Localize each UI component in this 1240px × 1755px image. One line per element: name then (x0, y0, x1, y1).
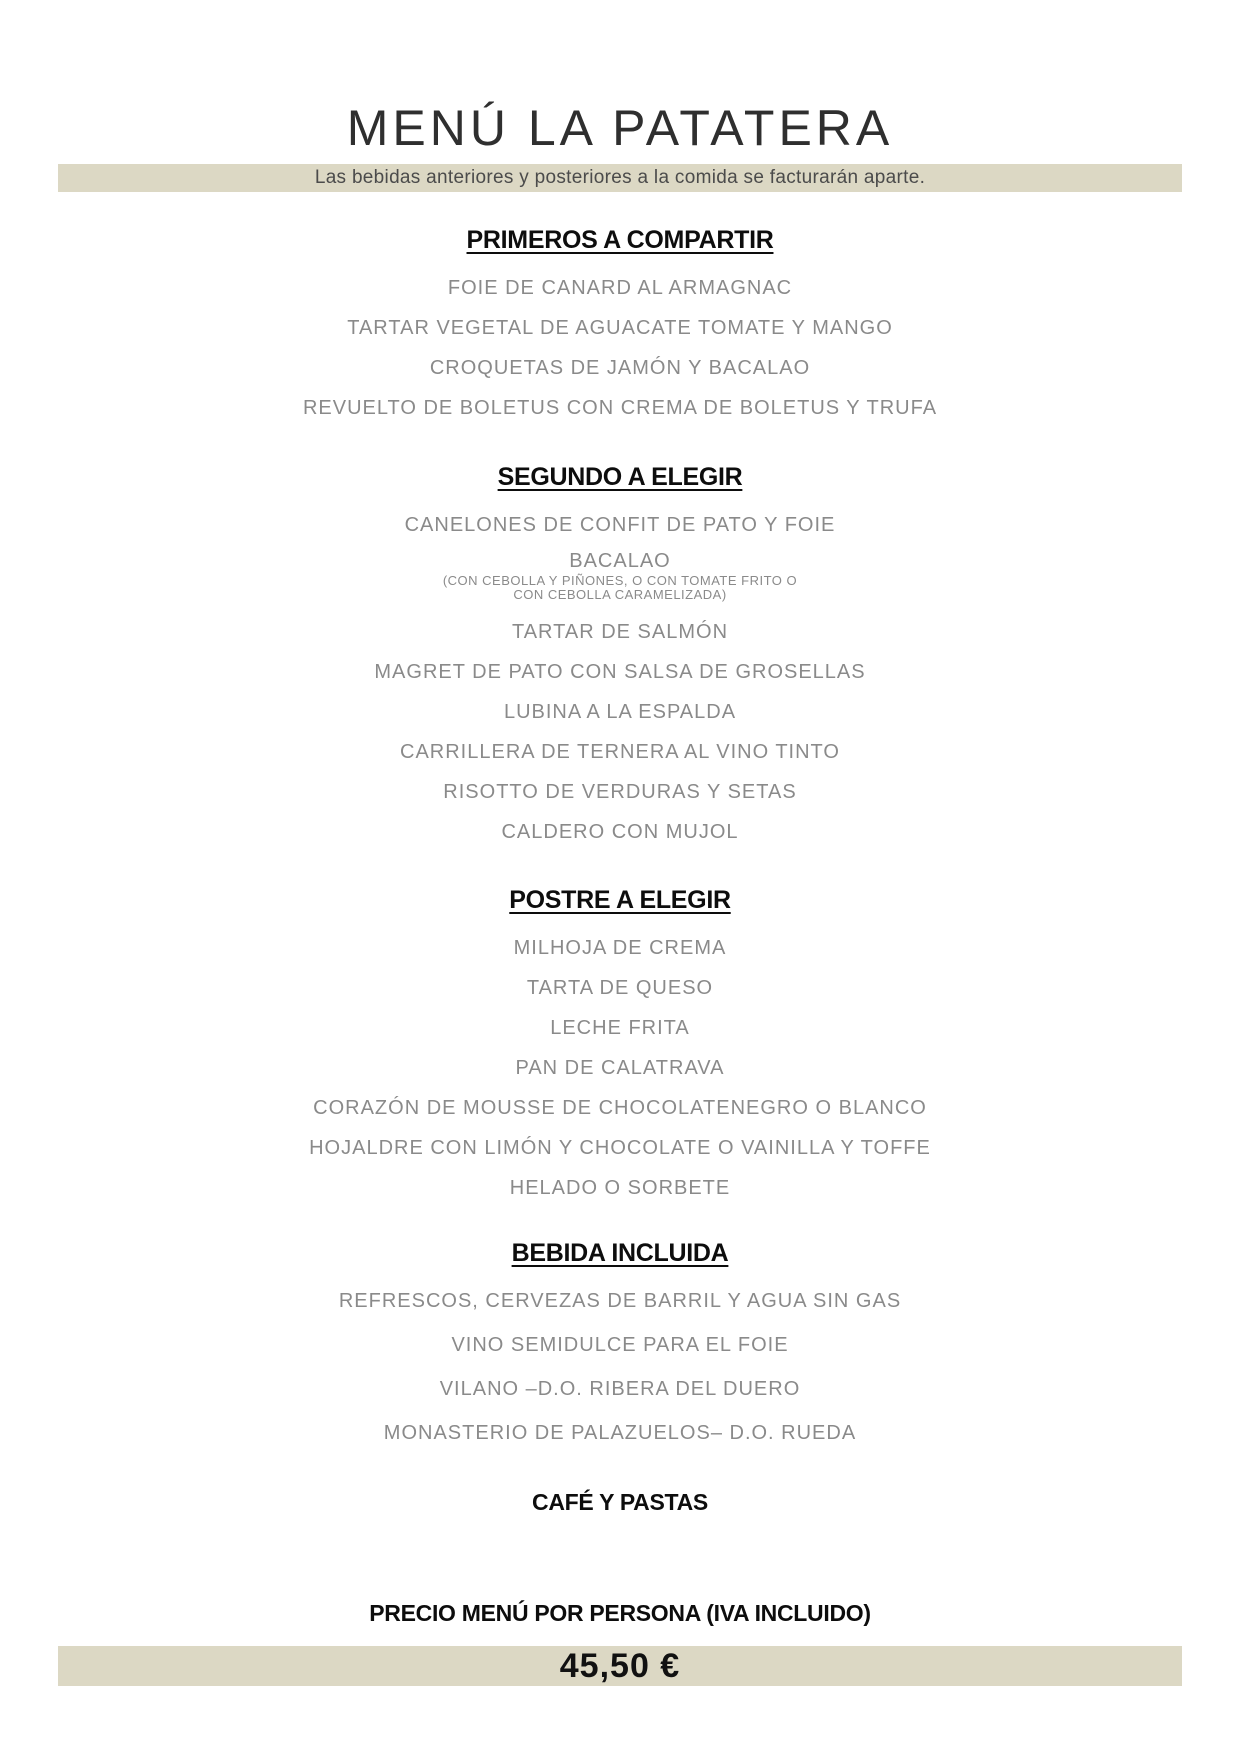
page-title: MENÚ LA PATATERA (346, 99, 894, 156)
section-primeros (0, 225, 1240, 419)
menu-item: TARTA DE QUESO (526, 977, 714, 999)
menu-item: CARRILLERA DE TERNERA AL VINO TINTO (400, 741, 840, 763)
menu-item: VINO SEMIDULCE PARA EL FOIE (451, 1334, 789, 1356)
menu-item: REVUELTO DE BOLETUS CON CREMA DE BOLETUS Y TRUFA (302, 397, 938, 419)
price-bar (58, 1646, 1182, 1686)
bacalao-note-line: (CON CEBOLLA Y PIÑONES, O CON TOMATE FRITO O (442, 573, 798, 588)
menu-content (0, 225, 1240, 1686)
section-postre (0, 885, 1240, 1199)
menu-item: CALDERO CON MUJOL (501, 821, 739, 843)
menu-item: CROQUETAS DE JAMÓN Y BACALAO (429, 357, 811, 379)
menu-item: TARTAR DE SALMÓN (511, 621, 729, 643)
menu-item: HELADO O SORBETE (509, 1177, 731, 1199)
menu-item: HOJALDRE CON LIMÓN Y CHOCOLATE O VAINILLA Y TOFFE (309, 1137, 931, 1159)
section-heading-segundo: SEGUNDO A ELEGIR (497, 463, 743, 491)
price-value: 45,50 € (559, 1647, 681, 1685)
menu-item: BACALAO (569, 550, 671, 572)
section-segundo (0, 462, 1240, 843)
menu-item: MAGRET DE PATO CON SALSA DE GROSELLAS (374, 661, 866, 683)
notice-text: Las bebidas anteriores y posteriores a la comida se facturarán aparte. (314, 167, 926, 188)
menu-item: PAN DE CALATRAVA (515, 1057, 725, 1079)
section-heading-postre: POSTRE A ELEGIR (509, 886, 731, 914)
section-heading-bebida: BEBIDA INCLUIDA (511, 1239, 729, 1267)
coffee-line: CAFÉ Y PASTAS (532, 1489, 708, 1515)
menu-item: RISOTTO DE VERDURAS Y SETAS (443, 781, 797, 803)
price-label: PRECIO MENÚ POR PERSONA (IVA INCLUIDO) (369, 1600, 871, 1626)
menu-item: MONASTERIO DE PALAZUELOS– D.O. RUEDA (383, 1422, 857, 1444)
section-heading-primeros: PRIMEROS A COMPARTIR (466, 226, 774, 254)
menu-item: TARTAR VEGETAL DE AGUACATE TOMATE Y MANGO (347, 317, 893, 339)
menu-item: LUBINA A LA ESPALDA (503, 701, 737, 723)
menu-item: CANELONES DE CONFIT DE PATO Y FOIE (404, 514, 836, 536)
notice-bar (58, 164, 1182, 192)
menu-item: CORAZÓN DE MOUSSE DE CHOCOLATENEGRO O BLANCO (313, 1097, 927, 1119)
menu-item: FOIE DE CANARD AL ARMAGNAC (447, 277, 793, 299)
menu-item: MILHOJA DE CREMA (513, 937, 727, 959)
section-bebida (0, 1238, 1240, 1444)
menu-item: REFRESCOS, CERVEZAS DE BARRIL Y AGUA SIN GAS (338, 1290, 902, 1312)
menu-item: LECHE FRITA (550, 1017, 690, 1039)
menu-item: VILANO –D.O. RIBERA DEL DUERO (439, 1378, 801, 1400)
bacalao-note-line: CON CEBOLLA CARAMELIZADA) (513, 587, 727, 602)
bacalao-note (0, 574, 1240, 602)
